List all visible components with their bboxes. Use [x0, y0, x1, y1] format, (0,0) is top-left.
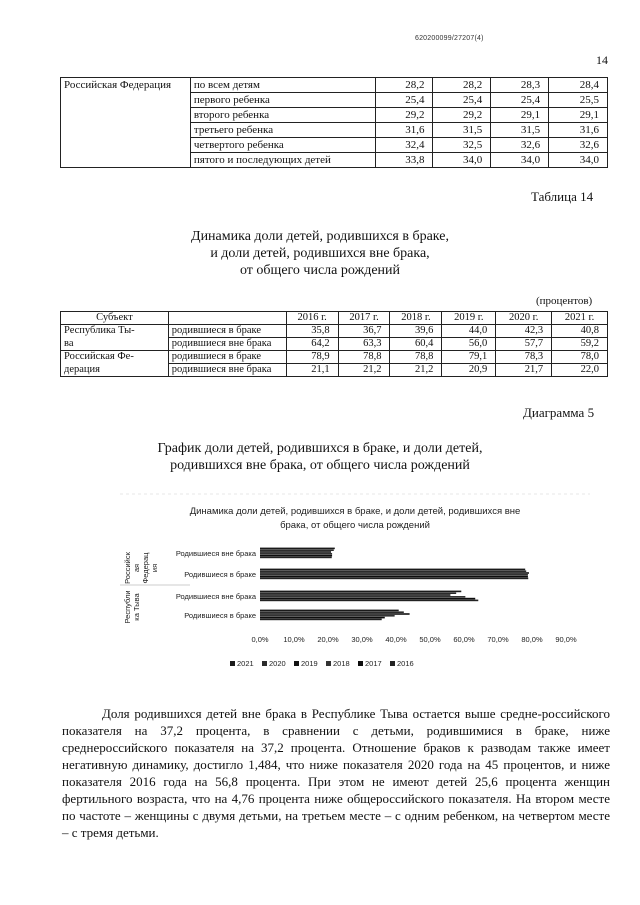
- group-label: Российск: [123, 552, 132, 584]
- value-cell: 21,1: [286, 364, 338, 377]
- chart-title: брака, от общего числа рождений: [280, 520, 430, 531]
- table-row: [61, 338, 608, 351]
- bar: [260, 574, 528, 576]
- group-label: ая: [132, 563, 141, 573]
- value-cell: 35,8: [286, 325, 338, 338]
- bar: [260, 551, 331, 553]
- value-cell: 39,6: [390, 325, 442, 338]
- value-cell: 25,4: [491, 93, 549, 108]
- header-cell: Субъект: [61, 312, 169, 325]
- legend-swatch: [390, 661, 395, 666]
- value-cell: 56,0: [442, 338, 496, 351]
- value-cell: 31,6: [549, 123, 608, 138]
- bar: [260, 611, 404, 613]
- x-tick-label: 0,0%: [251, 635, 269, 644]
- value-cell: 32,6: [549, 138, 608, 153]
- legend-swatch: [326, 661, 331, 666]
- bar: [260, 596, 465, 598]
- table-title: [0, 228, 640, 279]
- diagram-title-line: родившихся вне брака, от общего числа рождений: [170, 458, 470, 473]
- value-cell: 31,5: [433, 123, 491, 138]
- bar: [260, 555, 332, 557]
- category-label: Родившиеся в браке: [184, 611, 256, 620]
- table-title-line: Динамика доли детей, родившихся в браке,: [191, 229, 449, 244]
- value-cell: 34,0: [549, 153, 608, 168]
- value-cell: 32,6: [491, 138, 549, 153]
- row-label: родившиеся в браке: [168, 351, 286, 364]
- table-title-line: от общего числа рождений: [239, 263, 401, 278]
- value-cell: 36,7: [338, 325, 390, 338]
- table-children-by-order: [60, 77, 608, 168]
- row-label: по всем детям: [190, 78, 375, 93]
- region-cell: Российская Федерация: [61, 78, 191, 168]
- subject-cell: Российская Фе-: [61, 351, 169, 364]
- legend-label: 2017: [365, 659, 382, 668]
- bar: [260, 570, 526, 572]
- row-label: родившиеся вне брака: [168, 364, 286, 377]
- value-cell: 57,7: [496, 338, 552, 351]
- x-tick-label: 70,0%: [487, 635, 509, 644]
- chart-title: Динамика доли детей, родившихся в браке, и доли детей, родившихся вне: [189, 506, 521, 517]
- table-row: [61, 78, 608, 93]
- header-cell: 2021 г.: [552, 312, 608, 325]
- legend-label: 2018: [333, 659, 350, 668]
- value-cell: 34,0: [491, 153, 549, 168]
- table-header-row: [61, 312, 608, 325]
- table-title-line: и доли детей, родившихся вне брака,: [210, 246, 430, 261]
- value-cell: 28,2: [433, 78, 491, 93]
- legend-label: 2016: [397, 659, 414, 668]
- bar: [260, 557, 332, 559]
- category-label: Родившиеся в браке: [184, 570, 256, 579]
- value-cell: 60,4: [390, 338, 442, 351]
- legend-swatch: [294, 661, 299, 666]
- row-label: первого ребенка: [190, 93, 375, 108]
- bar: [260, 548, 335, 550]
- header-cell: 2016 г.: [286, 312, 338, 325]
- value-cell: 78,8: [390, 351, 442, 364]
- bar: [260, 592, 456, 594]
- value-cell: 78,3: [496, 351, 552, 364]
- bar: [260, 569, 525, 571]
- table-row: [61, 351, 608, 364]
- value-cell: 22,0: [552, 364, 608, 377]
- x-tick-label: 30,0%: [351, 635, 373, 644]
- group-label: ия: [150, 563, 159, 573]
- value-cell: 29,1: [491, 108, 549, 123]
- group-label: ка Тыва: [132, 593, 141, 621]
- header-cell: [168, 312, 286, 325]
- row-label: второго ребенка: [190, 108, 375, 123]
- bar: [260, 591, 461, 593]
- value-cell: 25,4: [375, 93, 433, 108]
- row-label: третьего ребенка: [190, 123, 375, 138]
- row-label: пятого и последующих детей: [190, 153, 375, 168]
- bar: [260, 598, 475, 600]
- legend-swatch: [262, 661, 267, 666]
- subject-cell: дерация: [61, 364, 169, 377]
- x-tick-label: 10,0%: [283, 635, 305, 644]
- value-cell: 25,5: [549, 93, 608, 108]
- body-paragraph: Доля родившихся детей вне брака в Республике Тыва остается выше средне-российского показателя на 37,2 процента, в сравнении с детьми, родившимися в браке, ниже среднероссийского показателя на 37,2 процента. Отношение браков к разводам также имеет негативную динамику, достигло 1,484, что ниже показателя 2020 года на 45 процентов, и ниже показателя 2016 года на 56,8 процента. При этом не имеют детей 25,6 процента женщин фертильного возраста, что на 4,76 процента ниже общероссийского показателя. На втором месте по частоте – женщины с двумя детьми, на третьем месте – с одним ребенком, на четвертом месте – с тремя детьми.: [62, 706, 610, 840]
- value-cell: 78,9: [286, 351, 338, 364]
- value-cell: 21,2: [338, 364, 390, 377]
- row-label: родившиеся вне брака: [168, 338, 286, 351]
- table-unit: (процентов): [536, 295, 593, 307]
- value-cell: 32,5: [433, 138, 491, 153]
- bar: [260, 553, 332, 555]
- bar: [260, 610, 399, 612]
- header-cell: 2020 г.: [496, 312, 552, 325]
- table-row: [61, 325, 608, 338]
- value-cell: 42,3: [496, 325, 552, 338]
- value-cell: 25,4: [433, 93, 491, 108]
- bar-chart: [120, 492, 590, 680]
- value-cell: 78,0: [552, 351, 608, 364]
- value-cell: 28,3: [491, 78, 549, 93]
- legend-swatch: [230, 661, 235, 666]
- category-label: Родившиеся вне брака: [175, 549, 256, 558]
- value-cell: 63,3: [338, 338, 390, 351]
- header-cell: 2019 г.: [442, 312, 496, 325]
- bar: [260, 615, 395, 617]
- value-cell: 29,2: [375, 108, 433, 123]
- value-cell: 32,4: [375, 138, 433, 153]
- value-cell: 79,1: [442, 351, 496, 364]
- value-cell: 59,2: [552, 338, 608, 351]
- legend-label: 2021: [237, 659, 254, 668]
- subject-cell: ва: [61, 338, 169, 351]
- row-label: родившиеся в браке: [168, 325, 286, 338]
- x-tick-label: 90,0%: [555, 635, 577, 644]
- value-cell: 31,5: [491, 123, 549, 138]
- legend-label: 2020: [269, 659, 286, 668]
- page-number: 14: [596, 53, 608, 67]
- diagram-caption: Диаграмма 5: [523, 405, 595, 420]
- bar: [260, 613, 410, 615]
- value-cell: 31,6: [375, 123, 433, 138]
- bar: [260, 594, 450, 596]
- diagram-title-line: График доли детей, родившихся в браке, и доли детей,: [157, 441, 483, 456]
- x-tick-label: 20,0%: [317, 635, 339, 644]
- table-14: [60, 311, 608, 377]
- value-cell: 33,8: [375, 153, 433, 168]
- value-cell: 64,2: [286, 338, 338, 351]
- x-tick-label: 80,0%: [521, 635, 543, 644]
- x-tick-label: 60,0%: [453, 635, 475, 644]
- value-cell: 29,1: [549, 108, 608, 123]
- legend-swatch: [358, 661, 363, 666]
- row-label: четвертого ребенка: [190, 138, 375, 153]
- group-label: Республи: [123, 590, 132, 624]
- bar: [260, 572, 529, 574]
- value-cell: 40,8: [552, 325, 608, 338]
- value-cell: 28,4: [549, 78, 608, 93]
- value-cell: 78,8: [338, 351, 390, 364]
- value-cell: 28,2: [375, 78, 433, 93]
- bar: [260, 619, 382, 621]
- document-id: 620200099/27207(4): [415, 35, 484, 42]
- value-cell: 21,7: [496, 364, 552, 377]
- header-cell: 2017 г.: [338, 312, 390, 325]
- bar: [260, 600, 478, 602]
- legend-label: 2019: [301, 659, 318, 668]
- value-cell: 44,0: [442, 325, 496, 338]
- bar: [260, 617, 385, 619]
- value-cell: 34,0: [433, 153, 491, 168]
- bar: [260, 578, 528, 580]
- x-tick-label: 50,0%: [419, 635, 441, 644]
- header-cell: 2018 г.: [390, 312, 442, 325]
- value-cell: 29,2: [433, 108, 491, 123]
- table-caption: Таблица 14: [531, 189, 594, 204]
- category-label: Родившиеся вне брака: [175, 592, 256, 601]
- value-cell: 20,9: [442, 364, 496, 377]
- value-cell: 21,2: [390, 364, 442, 377]
- subject-cell: Республика Ты-: [61, 325, 169, 338]
- group-label: Федерац: [141, 552, 150, 584]
- table-row: [61, 364, 608, 377]
- diagram-title: [0, 440, 640, 474]
- x-tick-label: 40,0%: [385, 635, 407, 644]
- bar: [260, 576, 528, 578]
- bar: [260, 549, 334, 551]
